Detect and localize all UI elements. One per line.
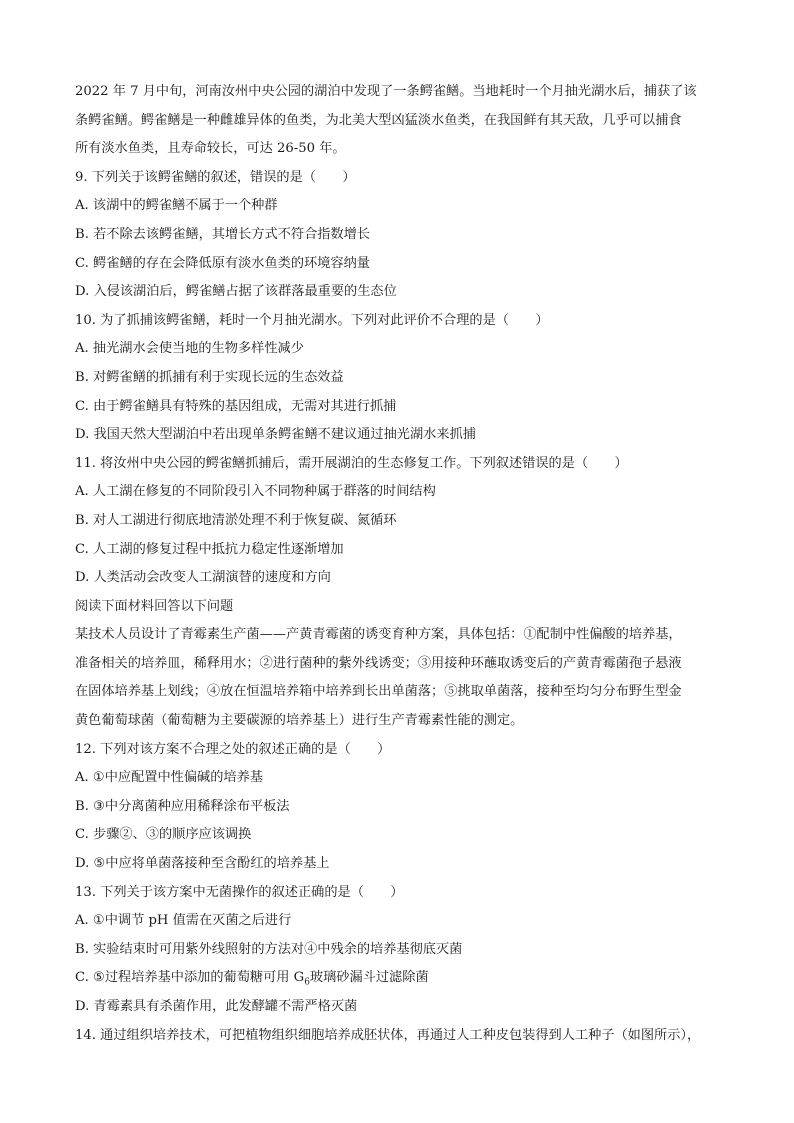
passage-line: 黄色葡萄球菌（葡萄糖为主要碳源的培养基上）进行生产青霉素性能的测定。 (75, 713, 524, 729)
passage-line: 2022 年 7 月中旬，河南汝州中央公园的湖泊中发现了一条鳄雀鳝。当地耗时一个月抽光湖水后，捕获了该 (75, 84, 697, 99)
question-stem: 11. 将汝州中央公园的鳄雀鳝抓捕后，需开展湖泊的生态修复工作。下列叙述错误的是（ ） (75, 455, 628, 471)
subscript-6: 6 (304, 978, 310, 989)
passage-line: 在固体培养基上划线；④放在恒温培养箱中培养到长出单菌落；⑤挑取单菌落，接种至均匀分布野生型金 (75, 684, 682, 700)
question-14-stem: 14. 通过组织培养技术，可把植物组织细胞培养成胚状体，再通过人工种皮包装得到人工种子（如图所示）， (75, 1027, 701, 1043)
question-stem: 10. 为了抓捕该鳄雀鳝，耗时一个月抽光湖水。下列对此评价不合理的是（ ） (75, 312, 549, 328)
option-c: C. 鳄雀鳝的存在会降低原有淡水鱼类的环境容纳量 (75, 255, 370, 271)
option-d: D. 青霉素具有杀菌作用，此发酵罐不需严格灭菌 (75, 999, 358, 1014)
option-b: B. ③中分离菌种应用稀释涂布平板法 (75, 798, 290, 814)
option-c: C. 由于鳄雀鳝具有特殊的基因组成，无需对其进行抓捕 (75, 398, 397, 414)
passage-line: 所有淡水鱼类，且寿命较长，可达 26-50 年。 (75, 141, 346, 157)
option-d: D. 人类活动会改变人工湖演替的速度和方向 (75, 570, 331, 586)
passage-penicillin (75, 621, 725, 735)
passage-line: 条鳄雀鳝。鳄雀鳝是一种雌雄异体的鱼类，为北美大型凶猛淡水鱼类，在我国鲜有其天敌，几乎可以捕食 (75, 112, 682, 128)
page-content (75, 78, 725, 1050)
option-a: A. 抽光湖水会使当地的生物多样性减少 (75, 341, 304, 357)
passage-line: 某技术人员设计了青霉素生产菌——产黄青霉菌的诱变育种方案，具体包括：①配制中性偏酸的培养基， (75, 627, 682, 643)
option-a: A. ①中应配置中性偏碱的培养基 (75, 770, 263, 786)
question-13 (75, 879, 725, 1022)
option-c-head: C. ⑤过程培养基中添加的葡萄糖可用 G (75, 970, 305, 986)
option-b: B. 对鳄雀鳝的抓捕有利于实现长远的生态效益 (75, 369, 344, 385)
option-a: A. 人工湖在修复的不同阶段引入不同物种属于群落的时间结构 (75, 484, 436, 500)
option-a: A. 该湖中的鳄雀鳝不属于一个种群 (75, 198, 278, 214)
option-c-tail: 玻璃砂漏斗过滤除菌 (309, 970, 429, 986)
passage-line: 准备相关的培养皿，稀释用水；②进行菌种的紫外线诱变；③用接种环蘸取诱变后的产黄青霉菌孢子悬液 (75, 655, 682, 671)
question-stem: 9. 下列关于该鳄雀鳝的叙述，错误的是（ ） (75, 169, 356, 185)
section-title: 阅读下面材料回答以下问题 (75, 598, 234, 614)
question-stem: 13. 下列关于该方案中无菌操作的叙述正确的是（ ） (75, 884, 404, 900)
option-c: C. 人工湖的修复过程中抵抗力稳定性逐渐增加 (75, 541, 344, 557)
question-stem: 12. 下列对该方案不合理之处的叙述正确的是（ ） (75, 741, 391, 757)
option-c: C. 步骤②、③的顺序应该调换 (75, 827, 252, 843)
option-a: A. ①中调节 pH 值需在灭菌之后进行 (75, 913, 292, 929)
option-d: D. 入侵该湖泊后，鳄雀鳝占据了该群落最重要的生态位 (75, 284, 397, 300)
option-b: B. 实验结束时可用紫外线照射的方法对④中残余的培养基彻底灭菌 (75, 941, 463, 957)
question-10 (75, 307, 725, 450)
option-d: D. 我国天然大型湖泊中若出现单条鳄雀鳝不建议通过抽光湖水来抓捕 (75, 427, 476, 443)
option-b: B. 对人工湖进行彻底地清淤处理不利于恢复碳、氮循环 (75, 512, 397, 528)
question-11 (75, 450, 725, 593)
question-9 (75, 164, 725, 307)
question-12 (75, 736, 725, 879)
option-d: D. ⑤中应将单菌落接种至含酚红的培养基上 (75, 856, 330, 872)
option-c (75, 964, 725, 993)
passage-invasive-fish (75, 78, 725, 164)
option-b: B. 若不除去该鳄雀鳝，其增长方式不符合指数增长 (75, 226, 371, 242)
